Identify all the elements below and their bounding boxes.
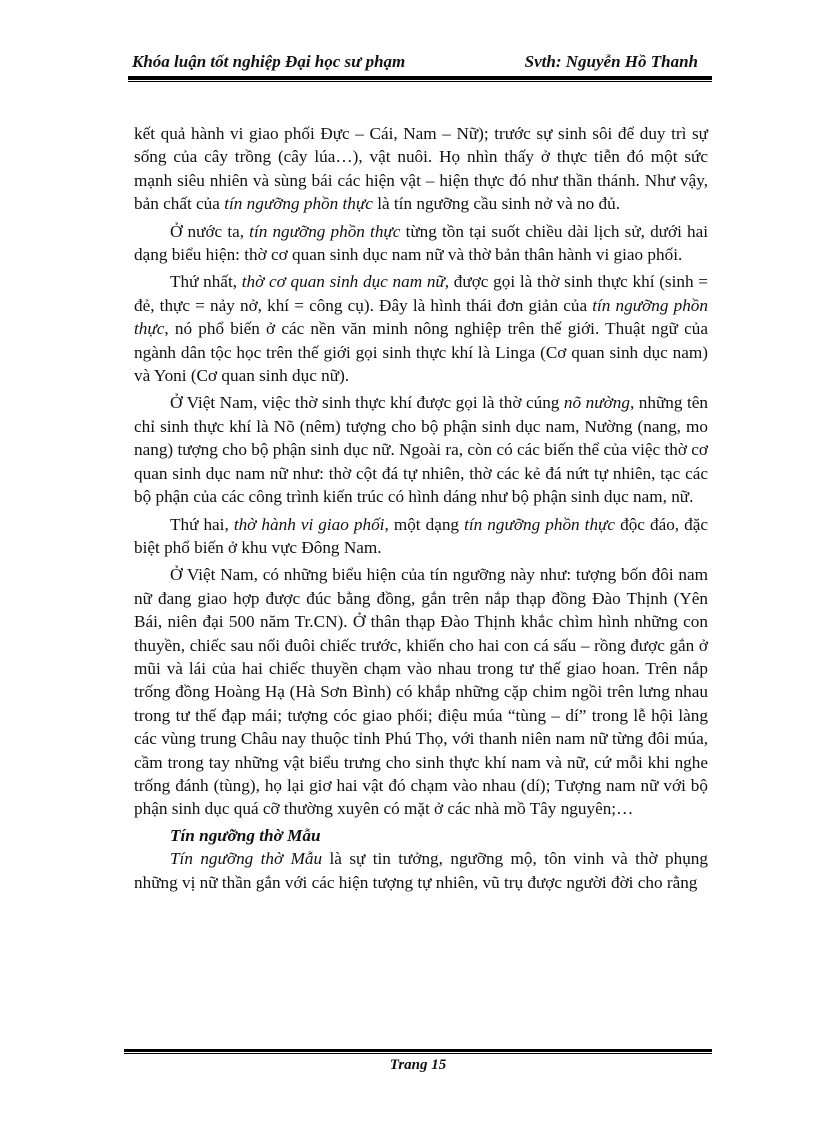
paragraph-2: Ở nước ta, tín ngưỡng phồn thực từng tồn tại suốt chiều dài lịch sử, dưới hai dạng biểu hiện: thờ cơ quan sinh dục nam nữ và thờ bản thân hành vi giao phối. (134, 221, 708, 265)
page-header (128, 52, 712, 76)
paragraph-7: Tín ngưỡng thờ Mẫu là sự tin tưởng, ngưỡng mộ, tôn vinh và thờ phụng những vị nữ thần gắn với các hiện tượng tự nhiên, vũ trụ được người đời cho rằng (134, 849, 708, 892)
header-rule-thick (128, 76, 712, 80)
footer-rule-thick (124, 1049, 712, 1052)
section-heading: Tín ngưỡng thờ Mẫu (170, 825, 321, 845)
footer-rule-thin (124, 1053, 712, 1054)
header-rule-thin (128, 81, 712, 82)
header-thesis-title: Khóa luận tốt nghiệp Đại học sư phạm (132, 52, 406, 71)
paragraph-5: Thứ hai, thờ hành vi giao phối, một dạng tín ngưỡng phồn thực độc đáo, đặc biệt phổ biến ở khu vực Đông Nam. (134, 514, 709, 557)
page-number: Trang 15 (389, 1057, 447, 1073)
paragraph-1: kết quả hành vi giao phối Đực – Cái, Nam – Nữ); trước sự sinh sôi để duy trì sự sống của cây trồng (cây lúa…), vật nuôi. Họ nhìn thấy ở thực tiễn đó một sức mạnh siêu nhiên và sùng bái các hiện vật – hiện thực đó như thần thánh. Như vậy, bản chất của tín ngưỡng phồn thực là tín ngưỡng cầu sinh nở và no đủ. (134, 124, 708, 214)
paragraph-3: Thứ nhất, thờ cơ quan sinh dục nam nữ, được gọi là thờ sinh thực khí (sinh = đẻ, thực = nảy nở, khí = công cụ). Đây là hình thái đơn giản của tín ngưỡng phồn thực, nó phổ biến ở các nền văn minh nông nghiệp trên thế giới. Thuật ngữ của ngành dân tộc học trên thế giới gọi sinh thực khí là Linga (Cơ quan sinh dục nam) và Yoni (Cơ quan sinh dục nữ). (134, 272, 708, 386)
header-student-name: Svth: Nguyễn Hồ Thanh (524, 52, 698, 71)
page-body (134, 122, 708, 894)
paragraph-6: Ở Việt Nam, có những biểu hiện của tín ngưỡng này như: tượng bốn đôi nam nữ đang giao hợp được đúc bằng đồng, gắn trên nắp thạp đồng Đào Thịnh (Yên Bái, niên đại 500 năm Tr.CN). Ở thân thạp Đào Thịnh khắc chìm hình những con thuyền, chiếc sau nối đuôi chiếc trước, khiến cho hai con cá sấu – rồng được gắn ở mũi và lái của hai chiếc thuyền chạm vào nhau trong tư thế giao hoan. Trên nắp trống đồng Hoàng Hạ (Hà Sơn Bình) có khắp những cặp chim ngồi trên lưng nhau trong tư thế đạp mái; tượng cóc giao phối; điệu múa “tùng – dí” trong lễ hội làng các vùng trung Châu nay thuộc tỉnh Phú Thọ, với thanh niên nam nữ từng đôi múa, cầm trong tay những vật biểu trưng cho sinh thực khí nam và nữ, cứ mỗi khi nghe trống đánh (tùng), họ lại giơ hai vật đó chạm vào nhau (dí); Tượng nam nữ với bộ phận sinh dục quá cỡ thường xuyên có mặt ở các nhà mồ Tây nguyên;… (134, 565, 708, 819)
paragraph-4: Ở Việt Nam, việc thờ sinh thực khí được gọi là thờ cúng nõ nường, những tên chỉ sinh thực khí là Nõ (nêm) tượng cho bộ phận sinh dục nam, Nường (nang, mo nang) tượng cho bộ phận sinh dục nữ. Ngoài ra, còn có các biến thể của việc thờ cơ quan sinh dục nam nữ như: thờ cột đá tự nhiên, thờ các kẻ đá nứt tự nhiên, tạc các bộ phận của các công trình kiến trúc có hình dáng như bộ phận sinh dục nam, nữ. (134, 393, 708, 507)
